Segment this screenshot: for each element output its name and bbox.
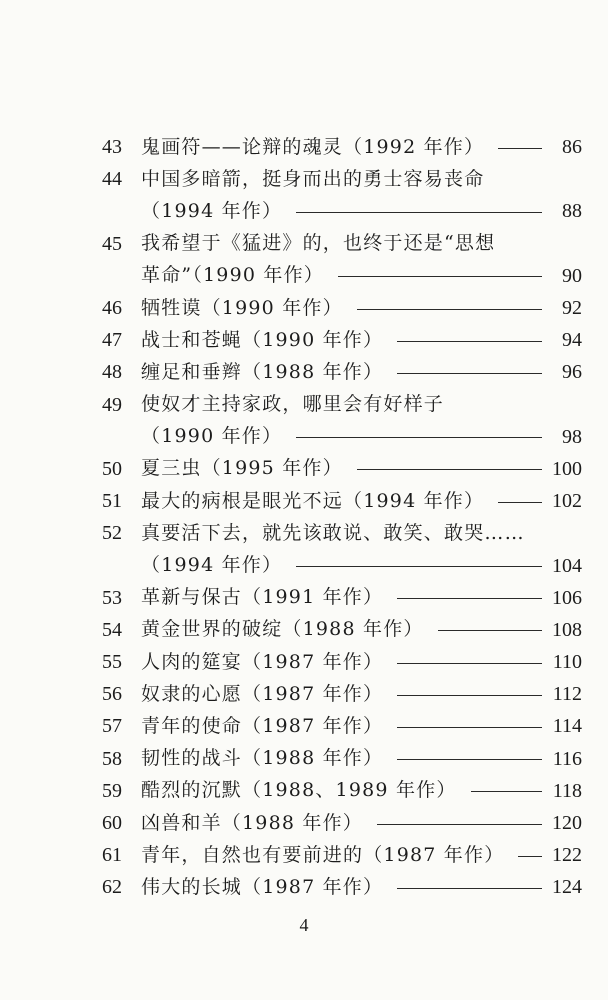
entry-number: 55 [102,651,122,674]
entry-page: 108 [552,618,582,641]
entry-page: 116 [552,747,582,770]
entry-page: 106 [552,586,582,609]
toc-line [0,163,608,195]
toc-line [0,743,608,775]
entry-number: 46 [102,297,122,320]
entry-title: 鬼画符——论辩的魂灵（1992 年作） [141,135,485,158]
leader-rule [397,759,542,760]
entry-number: 56 [102,683,122,706]
toc-line [0,614,608,646]
toc-line [0,356,608,388]
toc-entry [0,871,608,903]
toc-line [0,228,608,260]
toc-entry [0,485,608,517]
entry-text [141,650,542,673]
leader-rule [471,791,542,792]
entry-text [141,811,542,834]
entry-number: 51 [102,490,122,513]
entry-title: 牺牲谟（1990 年作） [141,296,343,319]
entry-text [141,749,542,768]
toc-entry [0,614,608,646]
entry-number: 61 [102,844,122,867]
toc-entry [0,646,608,678]
entry-page: 94 [562,329,582,352]
toc-line [0,324,608,356]
leader-rule [498,502,542,503]
entry-page: 88 [562,200,582,223]
entry-page: 98 [562,425,582,448]
toc-line [0,582,608,614]
leader-rule [397,598,542,599]
toc-entry [0,678,608,710]
entry-text [141,199,542,222]
entry-page: 124 [552,876,582,899]
entry-text [141,556,542,575]
entry-title: 中国多暗箭，挺身而出的勇士容易丧命 [141,167,485,190]
toc-line [0,678,608,710]
toc-entry [0,453,608,485]
entry-title: 青年的使命（1987 年作） [141,714,384,737]
toc-entry [0,292,608,324]
toc-line [0,710,608,742]
leader-rule [397,663,542,664]
entry-page: 96 [562,361,582,384]
entry-number: 53 [102,586,122,609]
entry-number: 43 [102,136,122,159]
entry-title: 韧性的战斗（1988 年作） [141,747,384,770]
leader-rule [518,856,542,857]
entry-title: 最大的病根是眼光不远（1994 年作） [141,489,485,512]
entry-number: 50 [102,457,122,480]
entry-number: 62 [102,876,122,899]
page-number: 4 [299,915,309,935]
toc-line [0,775,608,807]
entry-page: 118 [552,779,582,802]
entry-title: 革命”（1990 年作） [141,264,325,287]
entry-text [141,459,542,478]
toc-entry [0,389,608,453]
entry-page: 92 [562,297,582,320]
entry-title: 青年，自然也有要前进的（1987 年作） [141,843,505,866]
toc-line [0,195,608,227]
toc-entry [0,775,608,807]
leader-rule [296,437,542,438]
toc-entry [0,582,608,614]
toc-line [0,260,608,292]
entry-page: 86 [562,136,582,159]
leader-rule [357,469,542,470]
entry-title: 夏三虫（1995 年作） [141,457,343,480]
entry-page: 100 [552,457,582,480]
entry-number: 58 [102,747,122,770]
entry-page: 104 [552,554,582,577]
toc-entry [0,131,608,163]
leader-rule [397,341,542,342]
entry-number: 59 [102,779,122,802]
toc-line [0,871,608,903]
entry-page: 114 [552,715,582,738]
toc-entry [0,163,608,227]
toc-entry [0,228,608,292]
entry-title: （1994 年作） [141,554,283,577]
entry-text [141,521,542,544]
toc-line [0,839,608,871]
entry-text [141,781,542,800]
leader-rule [498,148,542,149]
entry-title: （1994 年作） [141,199,283,222]
toc-line [0,807,608,839]
entry-text [141,266,542,285]
toc-entry [0,517,608,581]
leader-rule [397,888,542,889]
entry-number: 52 [102,522,122,545]
leader-rule [397,727,542,728]
leader-rule [397,373,542,374]
entry-text [141,682,542,705]
entry-page: 120 [552,812,582,835]
toc-entry [0,324,608,356]
entry-title: 战士和苍蝇（1990 年作） [141,328,384,351]
entry-number: 47 [102,329,122,352]
entry-text [141,843,542,866]
entry-title: 奴隶的心愿（1987 年作） [141,682,384,705]
leader-rule [338,276,542,277]
entry-text [141,875,542,898]
toc-line [0,517,608,549]
toc-entry [0,710,608,742]
leader-rule [357,309,542,310]
toc-line [0,389,608,421]
entry-page: 112 [552,683,582,706]
entry-text [141,620,542,639]
entry-title: 黄金世界的破绽（1988 年作） [141,618,424,641]
entry-title: 凶兽和羊（1988 年作） [141,811,363,834]
toc-line [0,453,608,485]
entry-title: 使奴才主持家政，哪里会有好样子 [141,393,445,416]
entry-text [141,234,542,253]
entry-title: 我希望于《猛进》的，也终于还是“思想 [141,232,496,255]
entry-page: 90 [562,264,582,287]
entry-text [141,588,542,607]
toc-line [0,646,608,678]
entry-text [141,714,542,737]
entry-title: 伟大的长城（1987 年作） [141,875,384,898]
entry-text [141,395,542,414]
toc-line [0,292,608,324]
entry-text [141,135,542,158]
toc-line [0,485,608,517]
entry-title: 真要活下去，就先该敢说、敢笑、敢哭…… [141,521,525,544]
entry-page: 122 [552,844,582,867]
leader-rule [296,212,542,213]
leader-rule [377,824,542,825]
entry-title: 酷烈的沉默（1988、1989 年作） [141,779,457,802]
toc-entry [0,807,608,839]
entry-title: 人肉的筵宴（1987 年作） [141,650,384,673]
entry-title: 革新与保古（1991 年作） [141,586,384,609]
toc-entry [0,839,608,871]
entry-number: 54 [102,618,122,641]
leader-rule [296,566,542,567]
entry-number: 45 [102,232,122,255]
entry-title: 缠足和垂辫（1988 年作） [141,360,384,383]
leader-rule [438,630,542,631]
entry-text [141,489,542,512]
entry-number: 60 [102,812,122,835]
entry-page: 110 [552,651,582,674]
entry-text [141,296,542,319]
entry-text [141,167,542,190]
entry-text [141,360,542,383]
table-of-contents [0,131,608,904]
entry-title: （1990 年作） [141,425,283,448]
toc-line [0,549,608,581]
entry-text [141,427,542,446]
toc-entry [0,743,608,775]
entry-number: 57 [102,715,122,738]
toc-entry [0,356,608,388]
entry-number: 49 [102,393,122,416]
toc-line [0,421,608,453]
toc-line [0,131,608,163]
entry-text [141,328,542,351]
leader-rule [397,695,542,696]
entry-number: 44 [102,168,122,191]
entry-number: 48 [102,361,122,384]
entry-page: 102 [552,490,582,513]
